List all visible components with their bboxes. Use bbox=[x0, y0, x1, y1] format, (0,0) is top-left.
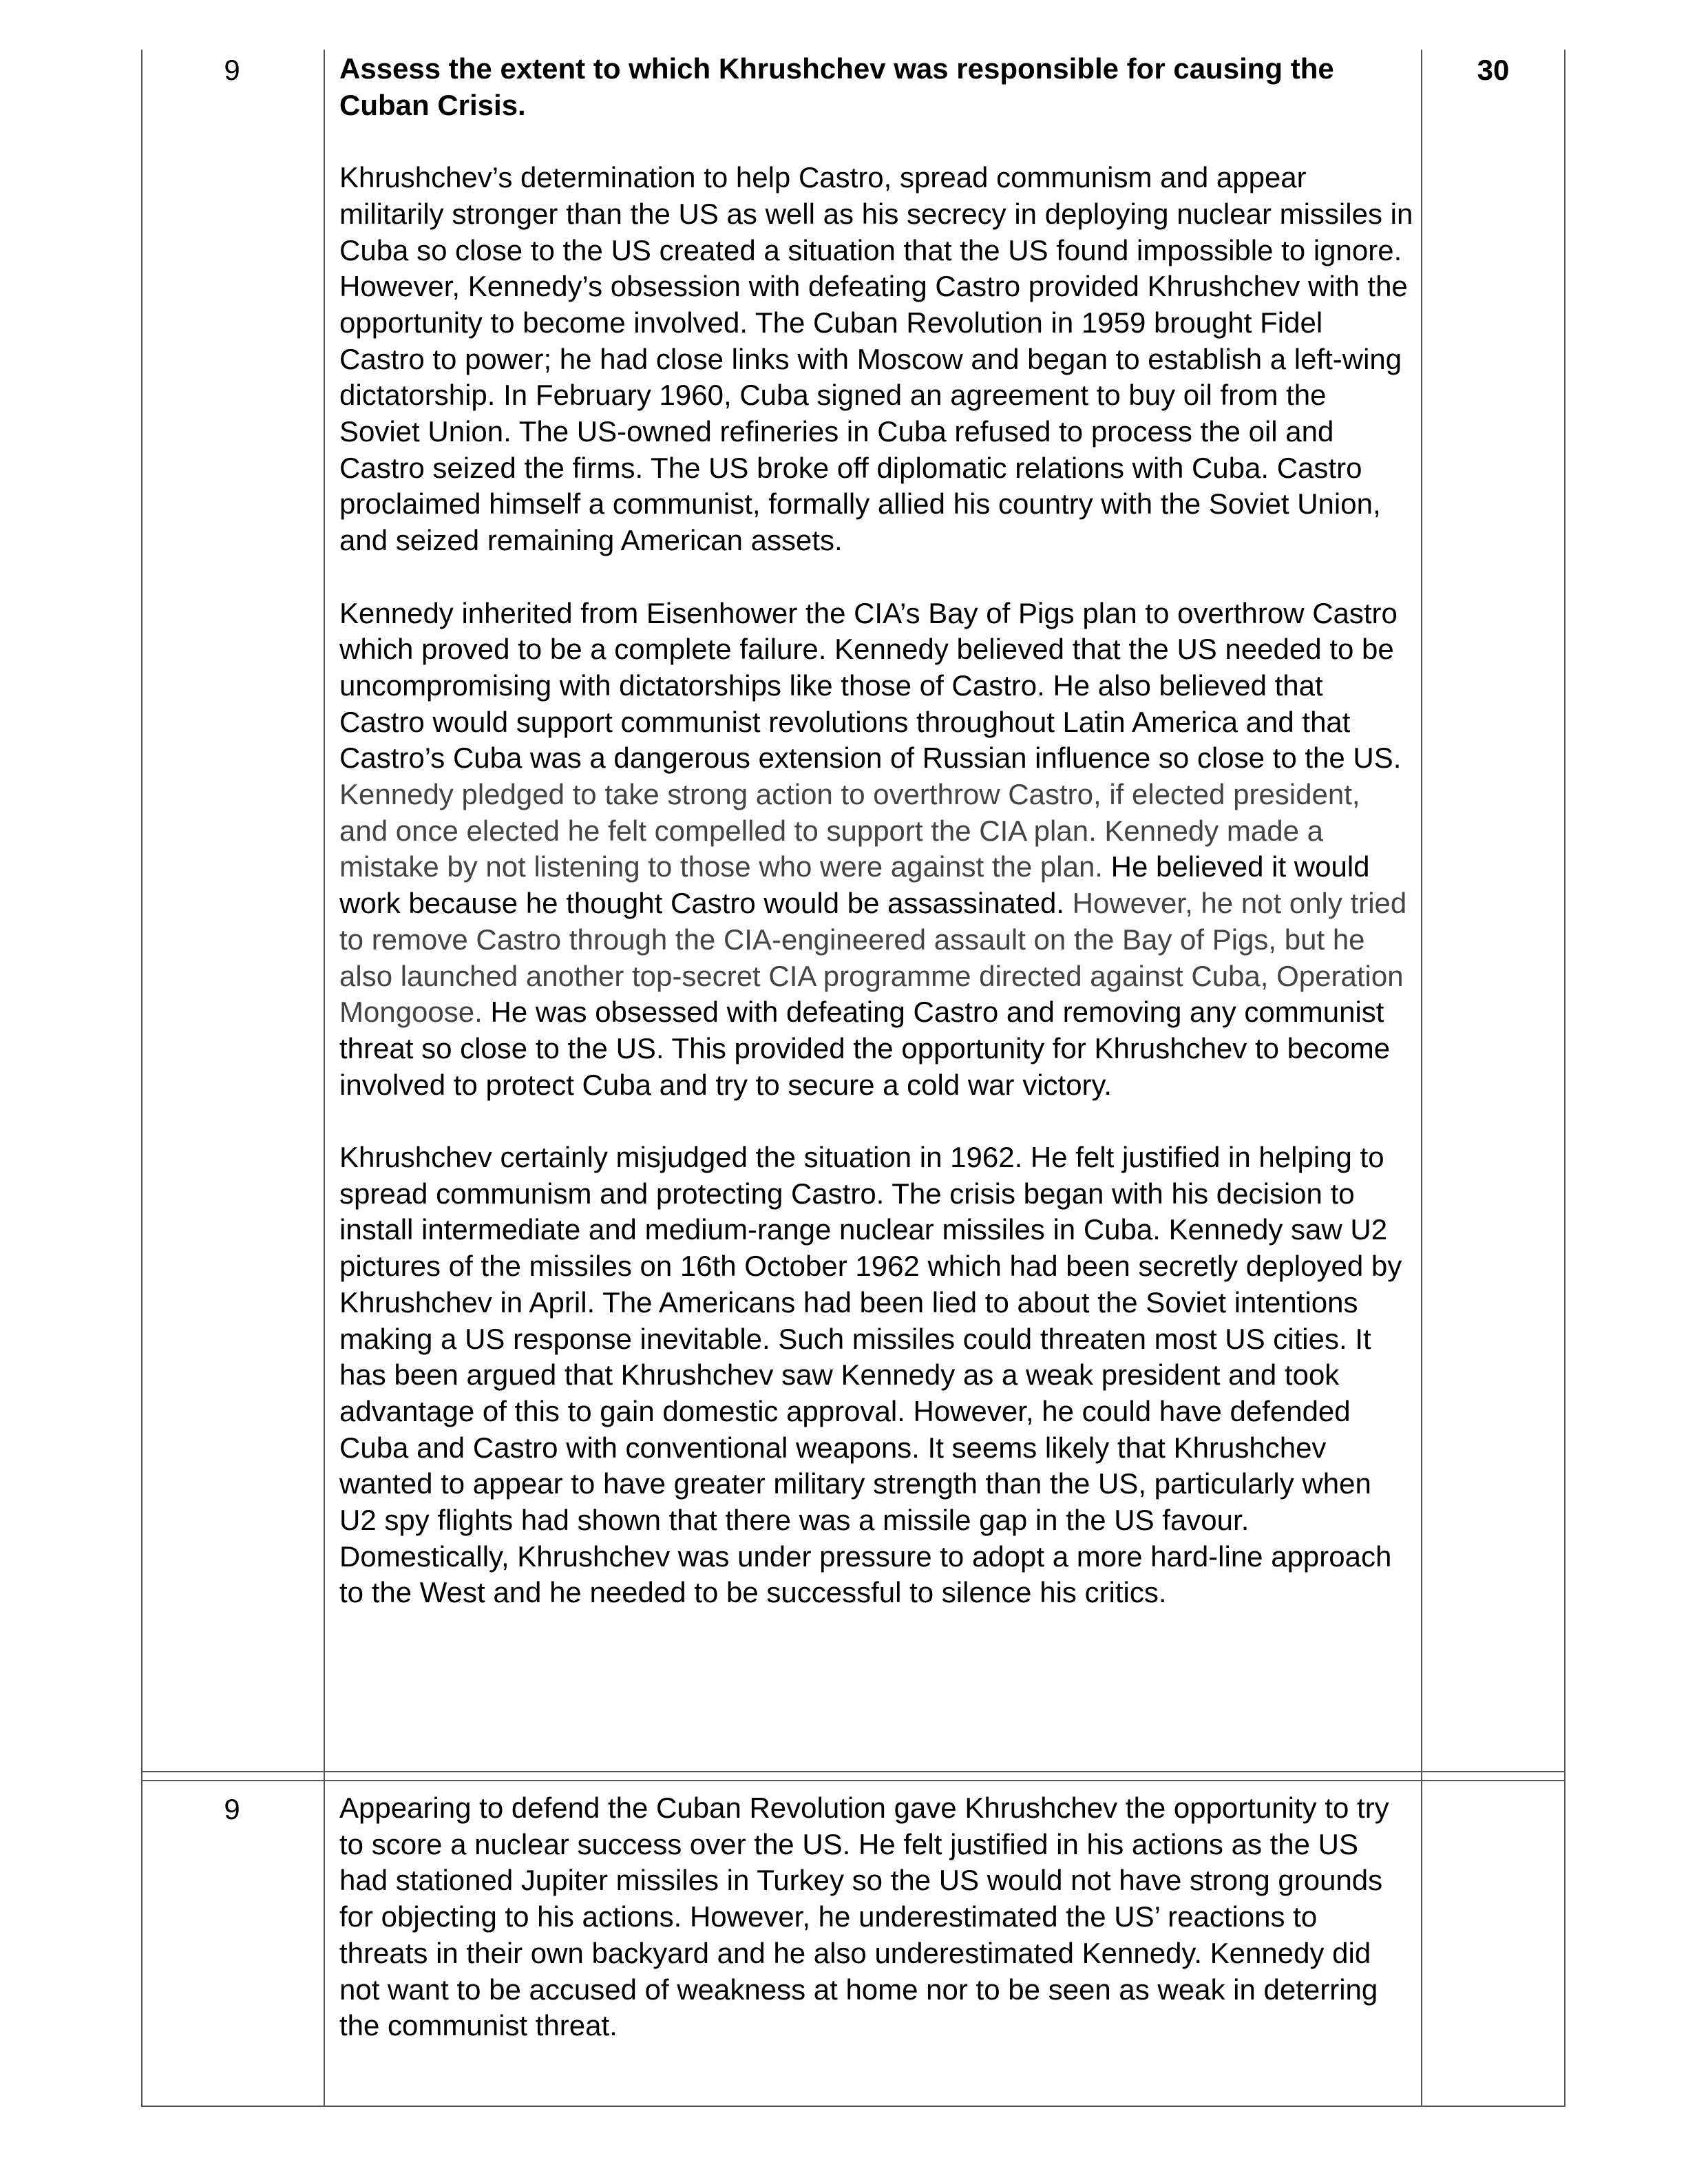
answer-paragraph bbox=[339, 1790, 1413, 2044]
row-separator-top bbox=[141, 1771, 1565, 1772]
paragraph-text-highlighted: Kennedy pledged to take strong action to overthrow Castro, if elected president, and once elected he felt compelled to support the CIA plan. Kennedy made a mistake by not listening to those who were against the plan. bbox=[339, 778, 1360, 883]
question-title: Assess the extent to which Khrushchev was responsible for causing the Cuban Crisis. bbox=[339, 52, 1334, 121]
paragraph-text: He believed it would work because he thought Castro would be assassinated. bbox=[339, 850, 1370, 920]
paragraph-text: He was obsessed with defeating Castro and removing any communist threat so close to the US. This provided the opportunity for Khrushchev to become involved to protect Cuba and try to secure a cold war victory. bbox=[339, 996, 1391, 1101]
paragraph-text-highlighted: However, he not only tried to remove Castro through the CIA-engineered assault on the Bay of Pigs, but he also launched another top-secret CIA programme directed against Cuba, Operation Mongoose. bbox=[339, 887, 1407, 1029]
paragraph-text: Kennedy inherited from Eisenhower the CIA’s Bay of Pigs plan to overthrow Castro which proved to be a complete failure. Kennedy believed that the US needed to be uncompromising with dictatorships like those of Castro. He also believed that Castro would support communist revolutions throughout Latin America and that Castro’s Cuba was a dangerous extension of Russian influence so close to the US. bbox=[339, 596, 1402, 775]
row-separator-bottom bbox=[141, 1780, 1565, 1781]
paragraph-text: Khrushchev certainly misjudged the situation in 1962. He felt justified in helping to spread communism and protecting Castro. The crisis began with his decision to install intermediate and medium-range nuclear missiles in Cuba. Kennedy saw U2 pictures of the missiles on 16th October 1962 which had been secretly deployed by Khrushchev in April. The Americans had been lied to about the Soviet intentions making a US response inevitable. Such missiles could threaten most US cities. It has been argued that Khrushchev saw Kennedy as a weak president and took advantage of this to gain domestic approval. However, he could have defended Cuba and Castro with conventional weapons. It seems likely that Khrushchev wanted to appear to have greater military strength than the US, particularly when U2 spy flights had shown that there was a missile gap in the US favour. Domestically, Khrushchev was under pressure to adopt a more hard-line approach to the West and he needed to be successful to silence his critics. bbox=[339, 1141, 1402, 1609]
answer-paragraph bbox=[339, 1140, 1413, 1611]
question-number: 9 bbox=[224, 54, 240, 86]
table-border-right bbox=[1564, 50, 1565, 2106]
answer-content bbox=[339, 51, 1413, 1611]
answer-paragraph bbox=[339, 160, 1413, 559]
table-border-bottom bbox=[141, 2106, 1565, 2107]
paragraph-text: Khrushchev’s determination to help Castro, spread communism and appear militarily stronger than the US as well as his secrecy in deploying nuclear missiles in Cuba so close to the US created a situation that the US found impossible to ignore. However, Kennedy’s obsession with defeating Castro provided Khrushchev with the opportunity to become involved. The Cuban Revolution in 1959 brought Fidel Castro to power; he had close links with Moscow and began to establish a left-wing dictatorship. In February 1960, Cuba signed an agreement to buy oil from the Soviet Union. The US-owned refineries in Cuba refused to process the oil and Castro seized the firms. The US broke off diplomatic relations with Cuba. Castro proclaimed himself a communist, formally allied his country with the Soviet Union, and seized remaining American assets. bbox=[339, 161, 1413, 557]
paragraph-text: Appearing to defend the Cuban Revolution gave Khrushchev the opportunity to try to score a nuclear success over the US. He felt justified in his actions as the US had stationed Jupiter missiles in Turkey so the US would not have strong grounds for objecting to his actions. However, he underestimated the US’ reactions to threats in their own backyard and he also underestimated Kennedy. Kennedy did not want to be accused of weakness at home nor to be seen as weak in deterring the communist threat. bbox=[339, 1792, 1389, 2042]
table-divider-content-marks bbox=[1421, 50, 1422, 2106]
marks-total: 30 bbox=[1477, 54, 1510, 86]
answer-content bbox=[339, 1790, 1413, 2044]
answer-paragraph bbox=[339, 596, 1413, 1104]
table-divider-question-content bbox=[324, 50, 325, 2106]
question-number: 9 bbox=[224, 1793, 240, 1825]
